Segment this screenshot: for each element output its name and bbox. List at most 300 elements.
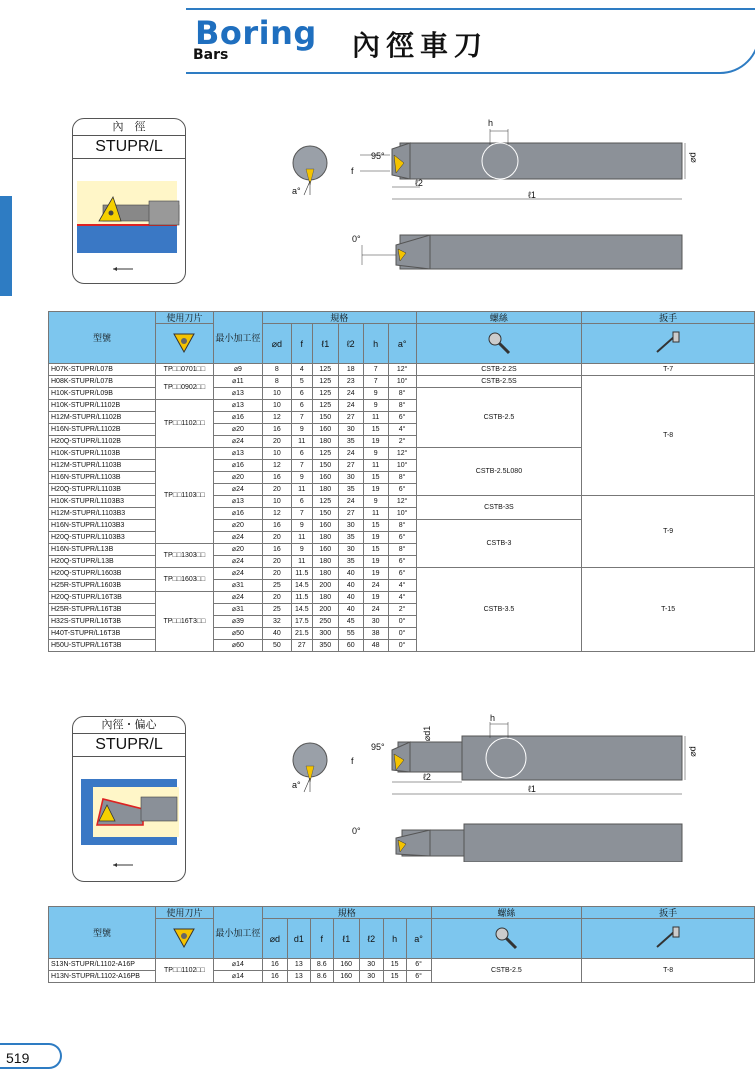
cell-f: 11 bbox=[291, 532, 312, 544]
cell-d: 8 bbox=[262, 364, 291, 376]
tool-drawing-1 bbox=[280, 115, 720, 285]
cell-a: 2° bbox=[388, 604, 416, 616]
cell-l2: 30 bbox=[359, 959, 383, 971]
card-code: STUPR/L bbox=[73, 136, 185, 159]
cell-d: 16 bbox=[262, 544, 291, 556]
cell-d: 16 bbox=[262, 959, 287, 971]
cell-h: 11 bbox=[363, 412, 388, 424]
cell-l1: 180 bbox=[312, 556, 338, 568]
cell-l2: 30 bbox=[338, 520, 363, 532]
cell-screw: CSTB-3.5 bbox=[416, 568, 582, 652]
cell-model: H16N-STUPR/L1102B bbox=[49, 424, 156, 436]
title-english: Boring bbox=[195, 14, 317, 52]
cell-a: 12° bbox=[388, 448, 416, 460]
cell-h: 15 bbox=[363, 472, 388, 484]
cell-min: ⌀16 bbox=[213, 460, 262, 472]
cell-h: 19 bbox=[363, 556, 388, 568]
insert-icon bbox=[155, 324, 213, 364]
dim-l1: ℓ1 bbox=[528, 784, 536, 794]
cell-screw: CSTB-3 bbox=[416, 520, 582, 568]
cell-model: S13N-STUPR/L1102-A16P bbox=[49, 959, 156, 971]
cell-h: 11 bbox=[363, 460, 388, 472]
cell-l1: 160 bbox=[312, 520, 338, 532]
cell-d: 10 bbox=[262, 496, 291, 508]
cell-model: H12M-STUPR/L1103B3 bbox=[49, 508, 156, 520]
cell-l1: 300 bbox=[312, 628, 338, 640]
cell-h: 19 bbox=[363, 568, 388, 580]
cell-l2: 30 bbox=[359, 971, 383, 983]
spec-h: h bbox=[363, 324, 388, 364]
cell-l2: 40 bbox=[338, 592, 363, 604]
cell-h: 15 bbox=[363, 424, 388, 436]
type-card-2 bbox=[72, 716, 186, 882]
cell-model: H10K-STUPR/L09B bbox=[49, 388, 156, 400]
cell-min: ⌀31 bbox=[213, 604, 262, 616]
cell-f: 17.5 bbox=[291, 616, 312, 628]
table-row bbox=[49, 376, 755, 388]
cell-min: ⌀24 bbox=[213, 568, 262, 580]
dim-h: h bbox=[490, 713, 496, 723]
cell-h: 7 bbox=[363, 364, 388, 376]
boring-illustration bbox=[73, 159, 185, 283]
cell-min: ⌀16 bbox=[213, 412, 262, 424]
cell-h: 15 bbox=[363, 520, 388, 532]
spec-d: ⌀d bbox=[262, 919, 287, 959]
cell-min: ⌀20 bbox=[213, 472, 262, 484]
cell-f: 7 bbox=[291, 508, 312, 520]
col-model: 型號 bbox=[49, 907, 156, 959]
cell-insert: TP□□0701□□ bbox=[155, 364, 213, 376]
cell-d: 20 bbox=[262, 568, 291, 580]
cell-a: 6° bbox=[388, 484, 416, 496]
cell-min: ⌀50 bbox=[213, 628, 262, 640]
cell-h: 9 bbox=[363, 400, 388, 412]
dim-l1: ℓ1 bbox=[528, 190, 536, 200]
cell-d: 16 bbox=[262, 472, 291, 484]
cell-l1: 160 bbox=[333, 959, 359, 971]
card-caption: 內徑・偏心 bbox=[73, 717, 185, 734]
cell-h: 19 bbox=[363, 484, 388, 496]
cell-model: H25R-STUPR/L1603B bbox=[49, 580, 156, 592]
dim-f: f bbox=[351, 756, 354, 766]
cell-min: ⌀24 bbox=[213, 532, 262, 544]
cell-model: H16N-STUPR/L1103B3 bbox=[49, 520, 156, 532]
dim-a: a° bbox=[292, 780, 301, 790]
dim-zero: 0° bbox=[352, 234, 361, 244]
cell-l2: 24 bbox=[338, 388, 363, 400]
cell-model: H10K-STUPR/L1103B bbox=[49, 448, 156, 460]
cell-a: 10° bbox=[388, 376, 416, 388]
cell-a: 10° bbox=[388, 508, 416, 520]
cell-l2: 60 bbox=[338, 640, 363, 652]
cell-h: 30 bbox=[363, 616, 388, 628]
col-screw: 螺絲 bbox=[431, 907, 582, 919]
cell-f: 8.6 bbox=[310, 971, 333, 983]
cell-l1: 180 bbox=[312, 484, 338, 496]
cell-model: H20Q-STUPR/L1603B bbox=[49, 568, 156, 580]
cell-insert: TP□□16T3□□ bbox=[155, 592, 213, 652]
cell-l2: 40 bbox=[338, 568, 363, 580]
cell-l1: 180 bbox=[312, 592, 338, 604]
cell-a: 8° bbox=[388, 400, 416, 412]
cell-f: 9 bbox=[291, 472, 312, 484]
cell-a: 6° bbox=[388, 556, 416, 568]
cell-model: H20Q-STUPR/L1103B3 bbox=[49, 532, 156, 544]
cell-min: ⌀20 bbox=[213, 520, 262, 532]
dim-l2: ℓ2 bbox=[415, 178, 423, 188]
cell-a: 0° bbox=[388, 640, 416, 652]
cell-min: ⌀31 bbox=[213, 580, 262, 592]
cell-h: 15 bbox=[383, 959, 406, 971]
cell-d: 10 bbox=[262, 400, 291, 412]
cell-h: 9 bbox=[363, 448, 388, 460]
cell-h: 15 bbox=[383, 971, 406, 983]
cell-screw: CSTB-2.2S bbox=[416, 364, 582, 376]
cell-a: 8° bbox=[388, 544, 416, 556]
cell-model: H12M-STUPR/L1102B bbox=[49, 412, 156, 424]
dim-l2: ℓ2 bbox=[423, 772, 431, 782]
col-insert: 使用刀片 bbox=[155, 907, 213, 919]
cell-f: 11 bbox=[291, 484, 312, 496]
spec-l1: ℓ1 bbox=[333, 919, 359, 959]
cell-l1: 125 bbox=[312, 400, 338, 412]
col-insert: 使用刀片 bbox=[155, 312, 213, 324]
cell-l2: 35 bbox=[338, 484, 363, 496]
cell-f: 6 bbox=[291, 400, 312, 412]
dim-angle: 95° bbox=[371, 151, 385, 161]
cell-f: 8.6 bbox=[310, 959, 333, 971]
cell-insert: TP□□1102□□ bbox=[155, 959, 213, 983]
cell-l2: 30 bbox=[338, 544, 363, 556]
cell-l2: 30 bbox=[338, 472, 363, 484]
cell-screw: CSTB-3S bbox=[416, 496, 582, 520]
cell-d: 12 bbox=[262, 460, 291, 472]
spec-h: h bbox=[383, 919, 406, 959]
col-model: 型號 bbox=[49, 312, 156, 364]
cell-min: ⌀24 bbox=[213, 436, 262, 448]
cell-l1: 160 bbox=[312, 544, 338, 556]
cell-l2: 24 bbox=[338, 448, 363, 460]
cell-h: 11 bbox=[363, 508, 388, 520]
col-wrench: 扳手 bbox=[582, 907, 755, 919]
dim-d: ⌀d bbox=[687, 746, 698, 757]
cell-l1: 160 bbox=[333, 971, 359, 983]
cell-l1: 160 bbox=[312, 472, 338, 484]
cell-wrench: T-7 bbox=[582, 364, 755, 376]
cell-min: ⌀24 bbox=[213, 592, 262, 604]
title-chinese: 內徑車刀 bbox=[352, 29, 489, 62]
cell-l1: 180 bbox=[312, 532, 338, 544]
cell-screw: CSTB-2.5S bbox=[416, 376, 582, 388]
cell-f: 14.5 bbox=[291, 604, 312, 616]
col-spec: 規格 bbox=[262, 312, 416, 324]
spec-table-2 bbox=[48, 906, 755, 983]
cell-f: 6 bbox=[291, 448, 312, 460]
cell-a: 6° bbox=[406, 959, 431, 971]
cell-f: 9 bbox=[291, 424, 312, 436]
cell-insert: TP□□1103□□ bbox=[155, 448, 213, 544]
cell-l1: 200 bbox=[312, 580, 338, 592]
cell-min: ⌀13 bbox=[213, 388, 262, 400]
cell-d: 25 bbox=[262, 604, 291, 616]
table-row bbox=[49, 496, 755, 508]
cell-l1: 125 bbox=[312, 376, 338, 388]
cell-f: 27 bbox=[291, 640, 312, 652]
cell-wrench: T-8 bbox=[582, 376, 755, 496]
col-spec: 規格 bbox=[262, 907, 431, 919]
cell-model: H08K-STUPR/L07B bbox=[49, 376, 156, 388]
cell-screw: CSTB-2.5 bbox=[416, 388, 582, 448]
cell-l1: 180 bbox=[312, 568, 338, 580]
cell-f: 6 bbox=[291, 496, 312, 508]
cell-l1: 150 bbox=[312, 508, 338, 520]
table-row bbox=[49, 364, 755, 376]
cell-min: ⌀13 bbox=[213, 448, 262, 460]
cell-f: 11 bbox=[291, 436, 312, 448]
cell-l2: 35 bbox=[338, 556, 363, 568]
cell-f: 11.5 bbox=[291, 568, 312, 580]
spec-a: a° bbox=[388, 324, 416, 364]
wrench-icon bbox=[582, 324, 755, 364]
cell-h: 24 bbox=[363, 604, 388, 616]
cell-min: ⌀24 bbox=[213, 484, 262, 496]
cell-d: 32 bbox=[262, 616, 291, 628]
cell-a: 4° bbox=[388, 592, 416, 604]
cell-l1: 350 bbox=[312, 640, 338, 652]
cell-l1: 150 bbox=[312, 460, 338, 472]
cell-model: H25R-STUPR/L16T3B bbox=[49, 604, 156, 616]
cell-l2: 27 bbox=[338, 508, 363, 520]
cell-a: 8° bbox=[388, 388, 416, 400]
dim-d: ⌀d bbox=[687, 152, 698, 163]
cell-h: 19 bbox=[363, 592, 388, 604]
cell-a: 10° bbox=[388, 460, 416, 472]
cell-model: H32S-STUPR/L16T3B bbox=[49, 616, 156, 628]
cell-wrench: T-9 bbox=[582, 496, 755, 568]
cell-a: 8° bbox=[388, 520, 416, 532]
dim-d1: ⌀d1 bbox=[422, 725, 433, 742]
cell-d: 10 bbox=[262, 388, 291, 400]
cell-model: H20Q-STUPR/L1102B bbox=[49, 436, 156, 448]
type-card-1 bbox=[72, 118, 186, 284]
cell-h: 48 bbox=[363, 640, 388, 652]
spec-l2: ℓ2 bbox=[338, 324, 363, 364]
tool-drawing-2 bbox=[280, 712, 720, 862]
cell-model: H16N-STUPR/L13B bbox=[49, 544, 156, 556]
cell-model: H20Q-STUPR/L13B bbox=[49, 556, 156, 568]
table-row bbox=[49, 568, 755, 580]
cell-f: 5 bbox=[291, 376, 312, 388]
spec-table-1 bbox=[48, 311, 755, 652]
cell-a: 6° bbox=[388, 532, 416, 544]
spec-l2: ℓ2 bbox=[359, 919, 383, 959]
cell-min: ⌀13 bbox=[213, 400, 262, 412]
cell-l2: 35 bbox=[338, 436, 363, 448]
cell-model: H10K-STUPR/L1103B3 bbox=[49, 496, 156, 508]
cell-l1: 160 bbox=[312, 424, 338, 436]
card-caption: 內 徑 bbox=[73, 119, 185, 136]
cell-f: 11.5 bbox=[291, 592, 312, 604]
cell-l2: 18 bbox=[338, 364, 363, 376]
cell-a: 0° bbox=[388, 616, 416, 628]
cell-l2: 40 bbox=[338, 604, 363, 616]
cell-l1: 125 bbox=[312, 388, 338, 400]
cell-insert: TP□□1102□□ bbox=[155, 400, 213, 448]
cell-l2: 27 bbox=[338, 460, 363, 472]
cell-f: 11 bbox=[291, 556, 312, 568]
cell-a: 8° bbox=[388, 472, 416, 484]
cell-a: 6° bbox=[406, 971, 431, 983]
cell-d: 10 bbox=[262, 448, 291, 460]
cell-min: ⌀13 bbox=[213, 496, 262, 508]
cell-l2: 23 bbox=[338, 376, 363, 388]
cell-h: 19 bbox=[363, 532, 388, 544]
cell-screw: CSTB-2.5L080 bbox=[416, 448, 582, 496]
cell-h: 38 bbox=[363, 628, 388, 640]
cell-d: 16 bbox=[262, 424, 291, 436]
spec-l1: ℓ1 bbox=[312, 324, 338, 364]
dim-zero: 0° bbox=[352, 826, 361, 836]
boring-offset-illustration bbox=[73, 757, 185, 881]
cell-a: 12° bbox=[388, 496, 416, 508]
col-min-bore: 最小加工徑 bbox=[213, 312, 262, 364]
cell-a: 4° bbox=[388, 580, 416, 592]
wrench-icon bbox=[582, 919, 755, 959]
cell-a: 6° bbox=[388, 568, 416, 580]
cell-d: 20 bbox=[262, 484, 291, 496]
cell-a: 4° bbox=[388, 424, 416, 436]
cell-a: 6° bbox=[388, 412, 416, 424]
col-min-bore: 最小加工徑 bbox=[213, 907, 262, 959]
dim-a: a° bbox=[292, 186, 301, 196]
cell-h: 9 bbox=[363, 388, 388, 400]
cell-d: 12 bbox=[262, 508, 291, 520]
cell-insert: TP□□1603□□ bbox=[155, 568, 213, 592]
cell-f: 7 bbox=[291, 460, 312, 472]
cell-l1: 250 bbox=[312, 616, 338, 628]
page-number: 519 bbox=[0, 1043, 62, 1069]
screw-icon bbox=[431, 919, 582, 959]
cell-screw: CSTB-2.5 bbox=[431, 959, 582, 983]
spec-f: f bbox=[310, 919, 333, 959]
cell-model: H50U-STUPR/L16T3B bbox=[49, 640, 156, 652]
cell-d: 16 bbox=[262, 520, 291, 532]
cell-h: 15 bbox=[363, 544, 388, 556]
spec-d1: d1 bbox=[287, 919, 310, 959]
cell-a: 12° bbox=[388, 364, 416, 376]
cell-f: 7 bbox=[291, 412, 312, 424]
cell-wrench: T-8 bbox=[582, 959, 755, 983]
cell-f: 4 bbox=[291, 364, 312, 376]
cell-l2: 40 bbox=[338, 580, 363, 592]
col-screw: 螺絲 bbox=[416, 312, 582, 324]
cell-d: 20 bbox=[262, 532, 291, 544]
cell-f: 21.5 bbox=[291, 628, 312, 640]
cell-l1: 200 bbox=[312, 604, 338, 616]
cell-l2: 55 bbox=[338, 628, 363, 640]
cell-model: H12M-STUPR/L1103B bbox=[49, 460, 156, 472]
cell-h: 7 bbox=[363, 376, 388, 388]
cell-model: H40T-STUPR/L16T3B bbox=[49, 628, 156, 640]
cell-d: 20 bbox=[262, 436, 291, 448]
cell-l2: 30 bbox=[338, 424, 363, 436]
cell-insert: TP□□0902□□ bbox=[155, 376, 213, 400]
insert-icon bbox=[155, 919, 213, 959]
dim-h: h bbox=[488, 118, 494, 128]
cell-min: ⌀39 bbox=[213, 616, 262, 628]
cell-f: 9 bbox=[291, 520, 312, 532]
cell-min: ⌀20 bbox=[213, 424, 262, 436]
cell-d: 12 bbox=[262, 412, 291, 424]
table-row bbox=[49, 959, 755, 971]
cell-min: ⌀16 bbox=[213, 508, 262, 520]
cell-l1: 125 bbox=[312, 364, 338, 376]
cell-l2: 35 bbox=[338, 532, 363, 544]
cell-h: 24 bbox=[363, 580, 388, 592]
cell-h: 9 bbox=[363, 496, 388, 508]
cell-d1: 13 bbox=[287, 959, 310, 971]
cell-f: 9 bbox=[291, 544, 312, 556]
spec-a: a° bbox=[406, 919, 431, 959]
cell-min: ⌀60 bbox=[213, 640, 262, 652]
cell-model: H07K-STUPR/L07B bbox=[49, 364, 156, 376]
card-code: STUPR/L bbox=[73, 734, 185, 757]
spec-f: f bbox=[291, 324, 312, 364]
cell-l1: 180 bbox=[312, 436, 338, 448]
cell-h: 19 bbox=[363, 436, 388, 448]
cell-wrench: T-15 bbox=[582, 568, 755, 652]
cell-d: 20 bbox=[262, 556, 291, 568]
cell-l2: 24 bbox=[338, 496, 363, 508]
cell-min: ⌀11 bbox=[213, 376, 262, 388]
screw-icon bbox=[416, 324, 582, 364]
cell-d: 8 bbox=[262, 376, 291, 388]
cell-l2: 45 bbox=[338, 616, 363, 628]
cell-model: H13N-STUPR/L1102-A16PB bbox=[49, 971, 156, 983]
cell-model: H16N-STUPR/L1103B bbox=[49, 472, 156, 484]
title-subtitle: Bars bbox=[193, 47, 229, 63]
cell-d: 16 bbox=[262, 971, 287, 983]
cell-l1: 125 bbox=[312, 448, 338, 460]
cell-l1: 125 bbox=[312, 496, 338, 508]
cell-l1: 150 bbox=[312, 412, 338, 424]
cell-a: 0° bbox=[388, 628, 416, 640]
cell-min: ⌀14 bbox=[213, 959, 262, 971]
side-tab bbox=[0, 196, 12, 296]
dim-angle: 95° bbox=[371, 742, 385, 752]
spec-d: ⌀d bbox=[262, 324, 291, 364]
cell-insert: TP□□1303□□ bbox=[155, 544, 213, 568]
cell-model: H10K-STUPR/L1102B bbox=[49, 400, 156, 412]
cell-model: H20Q-STUPR/L16T3B bbox=[49, 592, 156, 604]
cell-d1: 13 bbox=[287, 971, 310, 983]
cell-d: 20 bbox=[262, 592, 291, 604]
col-wrench: 扳手 bbox=[582, 312, 755, 324]
cell-min: ⌀14 bbox=[213, 971, 262, 983]
cell-f: 14.5 bbox=[291, 580, 312, 592]
cell-d: 50 bbox=[262, 640, 291, 652]
cell-min: ⌀9 bbox=[213, 364, 262, 376]
cell-d: 25 bbox=[262, 580, 291, 592]
cell-l2: 27 bbox=[338, 412, 363, 424]
cell-model: H20Q-STUPR/L1103B bbox=[49, 484, 156, 496]
cell-f: 6 bbox=[291, 388, 312, 400]
cell-l2: 24 bbox=[338, 400, 363, 412]
cell-a: 2° bbox=[388, 436, 416, 448]
cell-d: 40 bbox=[262, 628, 291, 640]
dim-f: f bbox=[351, 166, 354, 176]
cell-min: ⌀24 bbox=[213, 556, 262, 568]
